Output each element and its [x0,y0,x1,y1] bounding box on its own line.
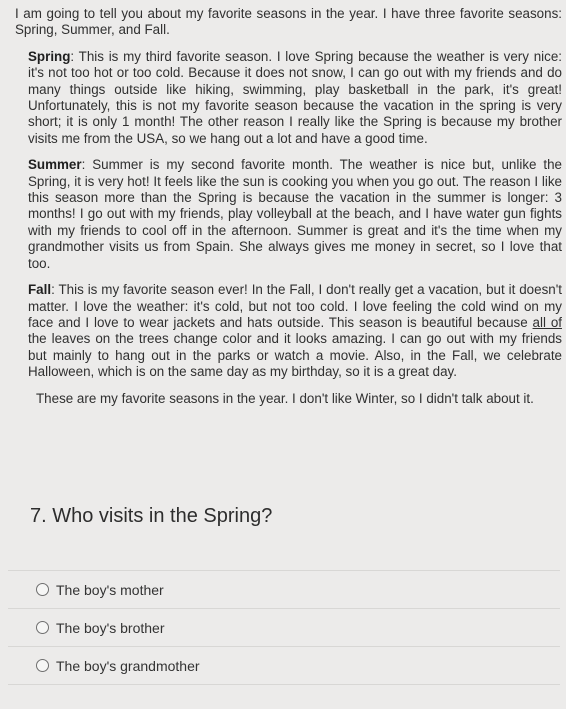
answer-option-mother[interactable] [8,570,560,608]
radio-button-icon[interactable] [36,659,49,672]
answer-option-brother[interactable] [8,608,560,646]
answer-options [8,570,560,685]
spring-heading: Spring [28,48,71,64]
summer-heading: Summer [28,157,82,173]
reading-passage [15,6,562,417]
passage-closing: These are my favorite seasons in the year. I don't like Winter, so I didn't talk about it. [36,390,534,406]
passage-spring: Spring: This is my third favorite season. I love Spring because the weather is very nice: it's not too hot or too cold. Because it does not snow, I can go out with my friends and do many things outside like hiking, swimming, play basketball in the park, it's great! Unfortunately, this is not my favorite season because the vacation in the spring is very short; it is only 1 month! The other reason I really like the Spring is because my brother visits me from the USA, so we hang out a lot and have a good time. [28,48,562,146]
answer-label: The boy's grandmother [56,657,200,674]
question-title: 7. Who visits in the Spring? [30,505,273,527]
answer-option-grandmother[interactable] [8,646,560,685]
passage-summer: Summer: Summer is my second favorite month. The weather is nice but, unlike the Spring, it is very hot! It feels like the sun is cooking you when you go out. The reason I like this season more than the Spring is because the vacation in the summer is longer: 3 months! I go out with my friends, play volleyball at the beach, and I have water gun fights with my friends to cool off in the afternoon. Summer is great and it's the time when my grandmother visits us from Spain. She always gives me money in secret, so I love that too. [28,157,562,271]
answer-label: The boy's mother [56,581,164,598]
fall-heading: Fall [28,282,52,298]
underlined-phrase: all of [532,314,562,330]
passage-intro: I am going to tell you about my favorite seasons in the year. I have three favorite seasons: Spring, Summer, and Fall. [15,6,562,38]
radio-button-icon[interactable] [36,621,49,634]
answer-label: The boy's brother [56,619,165,636]
passage-fall: Fall: This is my favorite season ever! In the Fall, I don't really get a vacation, but it doesn't matter. I love the weather: it's cold, but not too cold. I love feeling the cold wind on my face and I love to wear jackets and hats outside. This season is beautiful because all of the leaves on the trees change color and it looks amazing. I can go out with my friends but mainly to hang out in the parks or watch a movie. Also, in the Fall, we celebrate Halloween, which is on the same day as my birthday, so it is a great day. [28,282,562,380]
radio-button-icon[interactable] [36,583,49,596]
